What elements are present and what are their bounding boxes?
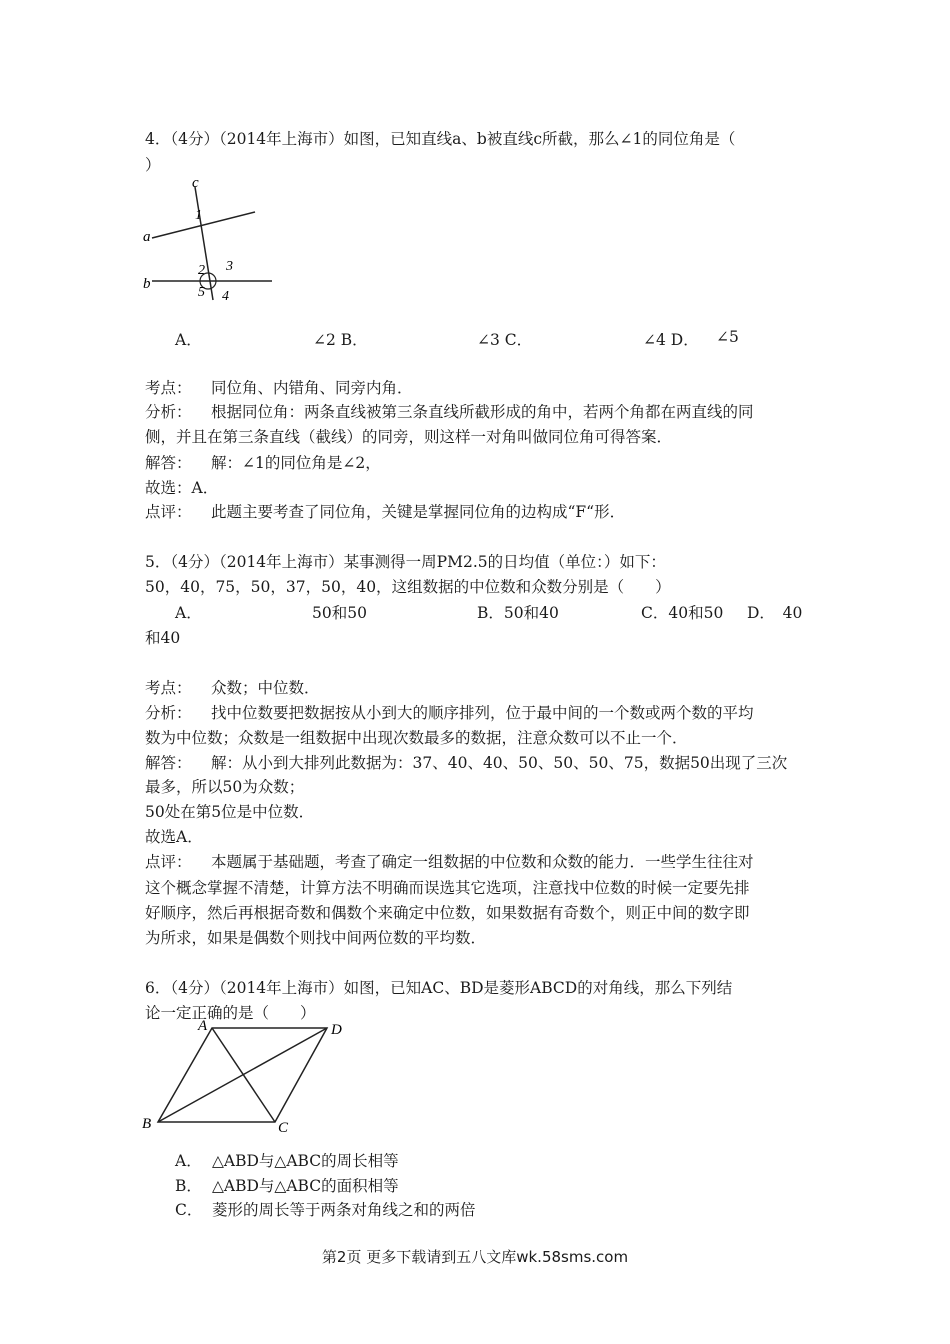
label-a: a	[143, 229, 151, 245]
q5-option-d-cont: 和40	[145, 629, 181, 647]
vertex-a-label: A	[198, 1018, 208, 1034]
dianping-label: 点评：	[145, 503, 192, 521]
option-a-text: △ABD与△ABC的周长相等	[212, 1152, 399, 1170]
q5-option-d: D． 40	[747, 604, 803, 622]
q4-dianping	[145, 500, 625, 522]
q5-fenxi-line-2: 数为中位数；众数是一组数据中出现次数最多的数据，注意众数可以不止一个．	[145, 729, 688, 747]
q5-dianping-line-2: 这个概念掌握不清楚，计算方法不明确而误选其它选项，注意找中位数的时候一定要先排	[145, 879, 750, 897]
q4-stem-line-2: ）	[145, 156, 161, 174]
option-b-text: △ABD与△ABC的面积相等	[212, 1177, 399, 1195]
vertex-b-label: B	[142, 1116, 152, 1132]
dianping-text: 此题主要考查了同位角，关键是掌握同位角的边构成“F“形．	[211, 503, 626, 521]
dianping-text-1: 本题属于基础题，考查了确定一组数据的中位数和众数的能力．一些学生往往对	[211, 853, 754, 871]
label-4: 4	[222, 289, 229, 304]
label-c: c	[192, 175, 199, 191]
fenxi-label: 分析：	[145, 403, 192, 421]
q5-kaodian	[145, 676, 320, 698]
kaodian-text: 众数；中位数．	[211, 679, 320, 697]
label-b: b	[143, 276, 151, 292]
q5-jieda-line-3: 50处在第5位是中位数．	[145, 803, 315, 821]
q4-option-a: A．	[175, 331, 202, 349]
option-c-label: C．	[175, 1201, 203, 1219]
q4-kaodian	[145, 376, 413, 398]
q6-option-c	[175, 1198, 476, 1220]
q5-option-c: C．40和50	[641, 604, 724, 622]
vertex-c-label: C	[278, 1120, 289, 1135]
jieda-text-1: 解：从小到大排列此数据为：37、40、40、50、50、50、75，数据50出现了三次	[211, 754, 788, 772]
q5-guxuan: 故选A．	[145, 828, 203, 846]
line-c	[195, 187, 213, 300]
q4-fenxi-line-2: 侧，并且在第三条直线（截线）的同旁，则这样一对角叫做同位角可得答案．	[145, 428, 673, 446]
q5-stem-line-1: 5．（4分）（2014年上海市）某事测得一周PM2.5的日均值（单位：）如下：	[145, 553, 666, 571]
vertex-d-label: D	[331, 1022, 342, 1038]
q5-dianping	[145, 850, 754, 872]
label-1: 1	[195, 208, 202, 223]
line-a	[152, 212, 255, 238]
fenxi-label: 分析：	[145, 704, 192, 722]
q5-jieda	[145, 751, 787, 773]
q6-option-b	[175, 1174, 399, 1196]
option-c-text: 菱形的周长等于两条对角线之和的两倍	[212, 1201, 476, 1219]
q4-figure	[140, 175, 280, 305]
q6-rhombus-figure	[140, 1015, 350, 1135]
jieda-label: 解答：	[145, 754, 192, 772]
q5-option-b: B．50和40	[477, 604, 559, 622]
q5-option-a: 50和50	[312, 604, 367, 622]
kaodian-label: 考点：	[145, 679, 192, 697]
option-b-label: B．	[175, 1177, 202, 1195]
q5-stem-line-2: 50，40，75，50，37，50，40，这组数据的中位数和众数分别是（ ）	[145, 578, 671, 596]
q5-fenxi	[145, 701, 754, 723]
q6-stem-line-2: 论一定正确的是（ ）	[145, 1004, 316, 1022]
label-3: 3	[226, 259, 233, 274]
q6-stem-line-1: 6．（4分）（2014年上海市）如图，已知AC、BD是菱形ABCD的对角线，那么下列结	[145, 979, 733, 997]
q5-dianping-line-3: 好顺序，然后再根据奇数和偶数个来确定中位数，如果数据有奇数个，则正中间的数字即	[145, 904, 750, 922]
fenxi-text-1: 根据同位角：两条直线被第三条直线所截形成的角中，若两个角都在两直线的同	[211, 403, 754, 421]
jieda-label: 解答：	[145, 454, 192, 472]
q4-option-b: ∠2 B．	[313, 331, 368, 349]
q4-guxuan: 故选：A．	[145, 479, 219, 497]
q5-dianping-line-4: 为所求，如果是偶数个则找中间两位数的平均数．	[145, 929, 487, 947]
option-a-label: A．	[175, 1152, 202, 1170]
fenxi-text-1: 找中位数要把数据按从小到大的顺序排列，位于最中间的一个数或两个数的平均	[211, 704, 754, 722]
label-5: 5	[198, 285, 205, 300]
q4-option-e: ∠5	[716, 328, 739, 346]
kaodian-label: 考点：	[145, 379, 192, 397]
page-footer: 第2页 更多下载请到五八文库wk.58sms.com	[321, 1248, 629, 1266]
q5-jieda-line-2: 最多，所以50为众数；	[145, 778, 305, 796]
jieda-text: 解：∠1的同位角是∠2，	[211, 454, 381, 472]
q5-option-a-label: A．	[175, 604, 202, 622]
q4-jieda	[145, 451, 381, 473]
q6-option-a	[175, 1149, 399, 1171]
q4-stem-line-1: 4．（4分）（2014年上海市）如图，已知直线a、b被直线c所截，那么∠1的同位角是（	[145, 130, 736, 148]
q4-option-c: ∠3 C．	[477, 331, 533, 349]
q4-option-d: ∠4 D．	[643, 331, 699, 349]
kaodian-text: 同位角、内错角、同旁内角．	[211, 379, 413, 397]
dianping-label: 点评：	[145, 853, 192, 871]
q4-fenxi	[145, 400, 754, 422]
label-2: 2	[198, 263, 205, 278]
